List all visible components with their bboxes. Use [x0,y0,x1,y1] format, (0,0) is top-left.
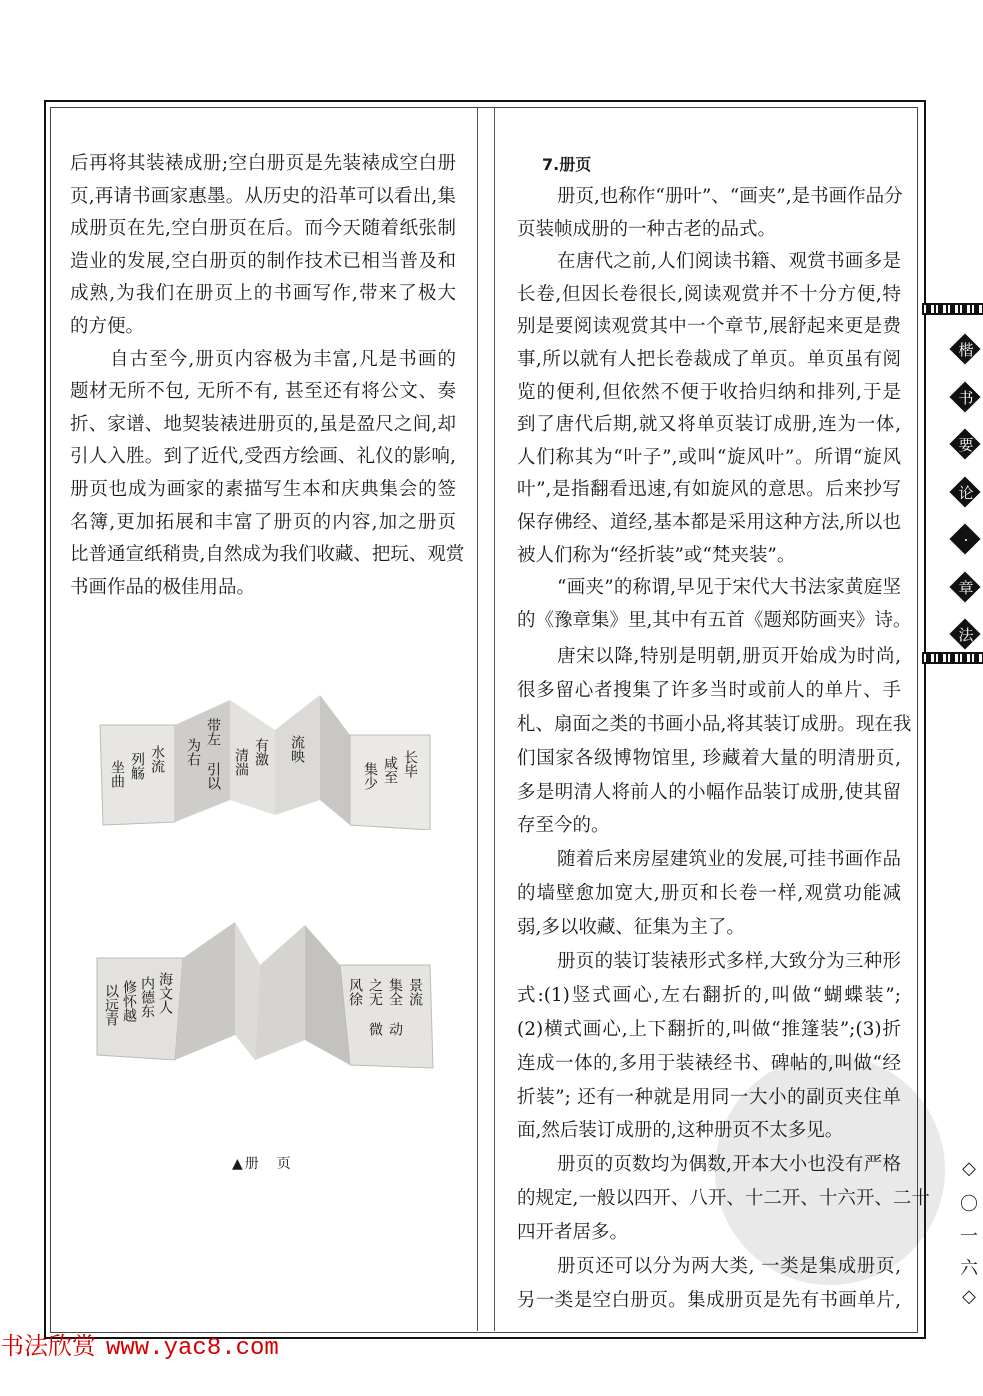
calligraphy-text: 以远青 [103,984,119,1026]
calligraphy-text: 流映 [289,735,305,763]
text-line: 册页的页数均为偶数,开本大小也没有严格 [557,1154,901,1176]
text-line: 唐宋以降,特别是明朝,册页开始成为时尚, [557,646,901,667]
album-photo-top [95,690,435,830]
text-line: 引人入胜。到了近代,受西方绘画、礼仪的影响, [70,446,456,468]
text-line: 册页,也称作“册叶”、“画夹”,是书画作品分 [557,186,903,207]
text-line: 册页的装订装裱形式多样,大致分为三种形 [557,951,901,973]
text-line: 另一类是空白册页。集成册页是先有书画单片, [517,1289,901,1311]
title-char: 要 [958,436,974,454]
text-line: 比普通宣纸稍贵,自然成为我们收藏、把玩、观赏 [70,544,465,566]
calligraphy-text: 水流 [149,745,165,773]
text-line: 别是要阅读观赏其中一个章节,展舒起来更是费 [517,316,901,338]
calligraphy-text: 景流 [407,978,423,1006]
text-line: 多是明清人将前人的小幅作品装订成册,使其留 [517,781,901,803]
greek-key-border-bottom [922,652,983,664]
text-line: 在唐代之前,人们阅读书籍、观赏书画多是 [557,251,901,273]
text-line: 成熟,为我们在册页上的书画写作,带来了极大 [70,283,456,305]
text-line: 面,然后装订成册的,这种册页不太多见。 [517,1120,844,1142]
title-diamond [952,431,980,459]
calligraphy-text: 列觞 [129,752,145,780]
text-line: 随着后来房屋建筑业的发展,可挂书画作品 [557,849,901,871]
text-line: 折装”; 还有一种就是用同一大小的副页夹住单 [517,1086,901,1108]
text-line: 的墙壁愈加宽大,册页和长卷一样,观赏功能减 [517,883,901,905]
text-line: 人们称其为“叶子”,或叫“旋风叶”。所谓“旋风 [517,446,901,468]
page-number-digit: 一 [960,1226,978,1247]
calligraphy-text: 有激 [253,738,269,766]
text-line: 存至今的。 [517,815,610,837]
calligraphy-text: 咸至 [382,756,398,784]
title-diamond [952,526,980,554]
text-line: 长卷,但因长卷很长,阅读观赏并不十分方便,特 [517,283,901,305]
calligraphy-text: 集少 [362,762,378,790]
diamond-ornament-icon: ◇ [962,1286,976,1307]
text-line: 到了唐代后期,就又将单页装订成册,连为一体, [517,414,901,436]
text-line: 们国家各级博物馆里, 珍藏着大量的明清册页, [517,747,901,769]
title-char: 书 [958,388,974,407]
text-line: 名簿,更加拓展和丰富了册页的内容,加之册页 [70,511,456,533]
text-line: 册页还可以分为两大类, 一类是集成册页, [557,1256,901,1278]
calligraphy-text: 带左 [205,718,221,746]
text-line: 的《豫章集》里,其中有五首《题郑防画夹》诗。 [517,609,912,631]
calligraphy-text: 之无 [367,978,383,1006]
text-line: 的规定,一般以四开、八开、十二开、十六开、二十 [517,1188,930,1210]
diamond-ornament-icon: ◇ [962,1158,976,1179]
left-column-text [70,148,465,604]
text-line: “画夹”的称谓,早见于宋代大书法家黄庭坚 [557,577,901,599]
calligraphy-text: 修怀越 [121,980,137,1022]
album-photo-bottom [95,910,435,1070]
watermark-label: 书法欣赏 [0,1332,96,1360]
text-line: 的方便。 [70,315,145,337]
section-heading: 7.册页 [542,155,592,174]
page-number-digit: 〇 [960,1194,978,1215]
text-line: 书画作品的极佳用品。 [70,576,256,598]
text-line: 札、扇面之类的书画小品,将其装订成册。现在我 [517,713,912,735]
calligraphy-text: 内德东 [139,976,155,1018]
site-watermark[interactable] [0,1326,279,1362]
watermark-url[interactable]: www.yac8.com [106,1335,279,1362]
text-line: 叶”,是指翻看迅速,有如旋风的意思。后来抄写 [517,479,901,501]
text-line: 很多留心者搜集了许多当时或前人的单片、手 [517,679,901,701]
text-line: 保存佛经、道经,基本都是采用这种方法,所以也 [517,511,901,533]
page-number-digit: 六 [960,1258,978,1279]
title-diamond [952,574,980,602]
right-column-text-part2 [517,640,930,1318]
title-char: · [963,531,969,549]
figure-caption: ▲册 页 [232,1156,293,1172]
title-char: 楷 [958,341,974,359]
text-line: 折、家谱、地契装裱进册页的,虽是盈尺之间,却 [70,413,456,435]
calligraphy-text: 长毕 [402,750,418,778]
text-line: (2)横式画心,上下翻折的,叫做“推篷装”;(3)折 [517,1018,901,1040]
title-diamond [952,336,980,364]
calligraphy-text: 动 [387,1022,403,1036]
text-line: 成册页在先,空白册页在后。而今天随着纸张制 [70,218,456,240]
text-line: 被人们称为“经折装”或“梵夹装”。 [517,544,796,566]
calligraphy-text: 引以 [205,762,221,790]
calligraphy-text: 为右 [185,738,201,766]
text-line: 览的便利,但依然不便于收拾归纳和排列,于是 [517,381,901,403]
calligraphy-text: 微 [367,1022,383,1036]
text-line: 册页也成为画家的素描写生本和庆典集会的签 [70,478,456,500]
text-line: 自古至今,册页内容极为丰富,凡是书画的 [110,348,456,370]
calligraphy-text: 海文人 [157,972,173,1014]
title-char: 法 [958,626,974,644]
title-diamond [952,384,980,412]
title-diamond [952,621,980,649]
text-line: 式:(1)竖式画心,左右翻折的,叫做“蝴蝶装”; [517,984,901,1006]
title-char: 论 [958,483,974,502]
calligraphy-text: 风徐 [347,978,363,1006]
right-column-text-part1 [517,181,912,637]
calligraphy-text: 坐曲 [109,760,125,788]
text-line: 四开者居多。 [517,1222,629,1244]
text-line: 弱,多以收藏、征集为主了。 [517,917,745,939]
text-line: 造业的发展,空白册页的制作技术已相当普及和 [70,250,456,272]
calligraphy-text: 集全 [387,978,403,1006]
text-line: 连成一体的,多用于装裱经书、碑帖的,叫做“经 [517,1052,901,1074]
title-char: 章 [958,578,974,597]
text-line: 题材无所不包, 无所不有, 甚至还有将公文、奏 [70,381,456,403]
text-line: 事,所以就有人把长卷裁成了单页。单页虽有阅 [517,348,901,370]
text-line: 页,再请书画家惠墨。从历史的沿革可以看出,集 [70,185,456,207]
greek-key-border-top [922,303,983,315]
calligraphy-text: 清湍 [233,748,249,776]
text-line: 页装帧成册的一种古老的品式。 [517,218,777,240]
text-line: 后再将其装裱成册;空白册页是先装裱成空白册 [70,153,456,174]
title-diamond [952,479,980,507]
